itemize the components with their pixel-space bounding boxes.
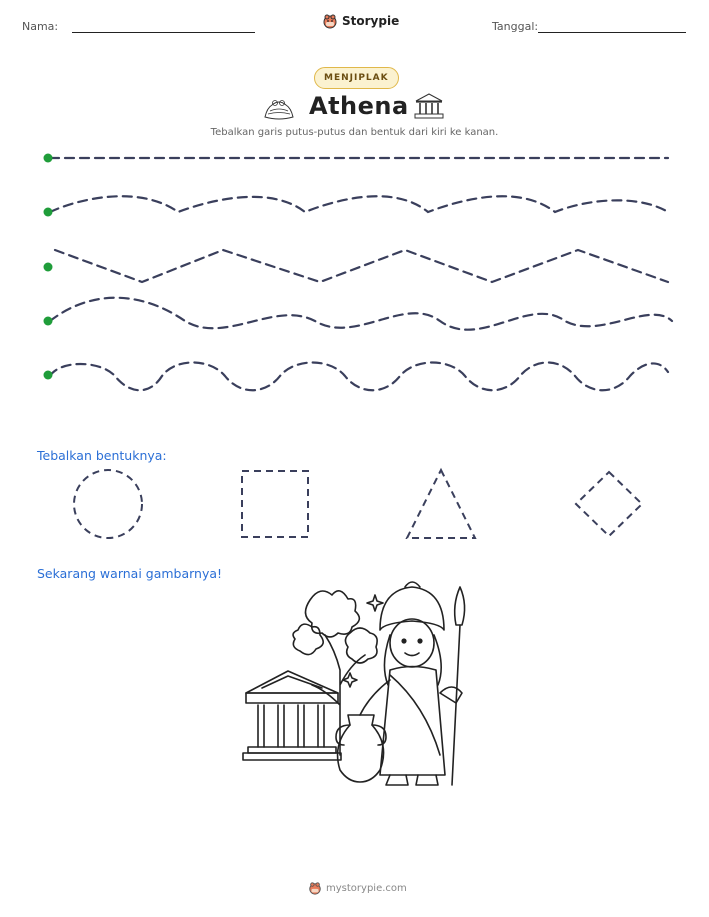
shape-triangle[interactable] xyxy=(407,470,475,538)
start-dot xyxy=(44,208,53,217)
coloring-heading: Sekarang warnai gambarnya! xyxy=(37,566,223,581)
page-title: Athena xyxy=(309,92,409,120)
shapes-heading: Tebalkan bentuknya: xyxy=(37,448,167,463)
coloring-picture[interactable] xyxy=(240,575,475,790)
tracing-shapes xyxy=(0,462,709,552)
start-dot xyxy=(44,154,53,163)
title-row xyxy=(262,92,447,122)
storypie-mascot-icon xyxy=(308,881,322,895)
trace-line-zigzag[interactable] xyxy=(55,250,668,282)
athena-figure-icon xyxy=(360,582,445,785)
amphora-icon xyxy=(336,715,386,782)
trace-line-bumps[interactable] xyxy=(50,363,668,391)
start-dot xyxy=(44,371,53,380)
owl-nest-icon xyxy=(262,94,296,120)
activity-badge: MENJIPLAK xyxy=(314,67,399,89)
name-label: Nama: xyxy=(22,20,59,33)
date-label: Tanggal: xyxy=(492,20,539,33)
sparkle-icon xyxy=(367,595,383,611)
trace-line-wave-2[interactable] xyxy=(50,298,672,330)
date-field-line[interactable] xyxy=(538,32,686,33)
shape-diamond[interactable] xyxy=(576,472,642,536)
start-dot xyxy=(44,263,53,272)
brand-logo xyxy=(322,13,399,29)
temple-icon xyxy=(414,93,444,119)
storypie-mascot-icon xyxy=(322,13,338,29)
greek-temple-icon xyxy=(243,671,341,760)
tree-icon xyxy=(293,591,377,755)
footer xyxy=(308,881,407,895)
name-field-line[interactable] xyxy=(72,32,255,33)
shape-circle[interactable] xyxy=(74,470,142,538)
shape-square[interactable] xyxy=(242,471,308,537)
footer-site[interactable]: mystorypie.com xyxy=(326,882,407,894)
trace-line-wave[interactable] xyxy=(50,196,668,212)
brand-name: Storypie xyxy=(342,14,400,28)
tracing-lines xyxy=(0,140,709,400)
instructions: Tebalkan garis putus-putus dan bentuk dari kiri ke kanan. xyxy=(210,127,499,138)
start-dot xyxy=(44,317,53,326)
